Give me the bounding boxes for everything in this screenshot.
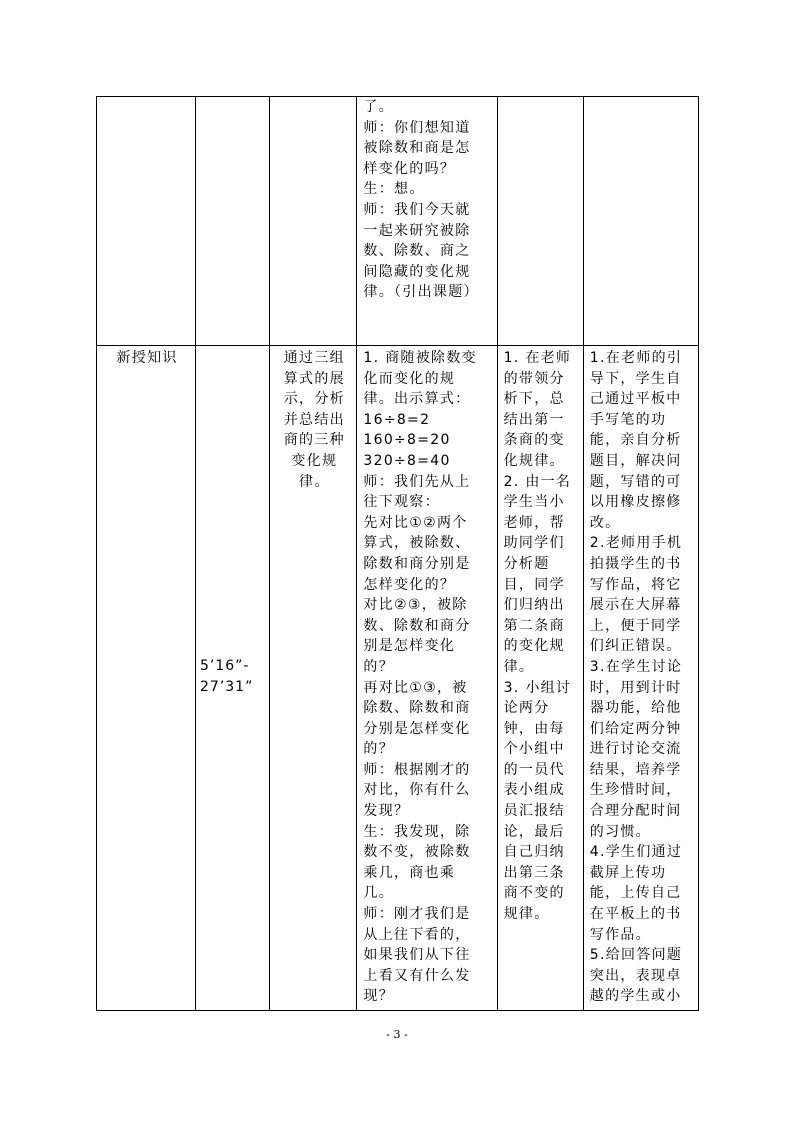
text-line: 3. 小组讨 bbox=[503, 679, 572, 696]
text-line: 数不变，被除数 bbox=[363, 844, 471, 861]
text-line: 分别是怎样变化 bbox=[363, 720, 471, 737]
lesson-plan-table bbox=[96, 96, 699, 1011]
text-line: 对比②③，被除 bbox=[363, 597, 468, 614]
text-line: 律。 bbox=[503, 658, 535, 675]
stage-cell bbox=[97, 346, 196, 1011]
technology-cell bbox=[583, 97, 698, 346]
text-line: 生：想。 bbox=[363, 181, 425, 198]
text-line: 论两分 bbox=[503, 700, 550, 717]
text-line: 能，亲自分析 bbox=[589, 432, 682, 449]
text-line: 条商的变 bbox=[503, 432, 565, 449]
text-line: 2.老师用手机 bbox=[589, 535, 683, 552]
student-activity-text bbox=[498, 346, 583, 925]
text-line: 己通过平板中 bbox=[589, 391, 682, 408]
text-line: 几。 bbox=[363, 885, 395, 902]
text-line: 手写笔的功 bbox=[589, 411, 667, 428]
text-line: 论，最后 bbox=[503, 823, 565, 840]
text-line: 数、除数和商分 bbox=[363, 617, 471, 634]
text-line: 出第三条 bbox=[503, 864, 565, 881]
text-line: 1.在老师的引 bbox=[589, 350, 683, 366]
text-line: 结果，培养学 bbox=[589, 761, 682, 778]
text-line: 并总结出 bbox=[283, 411, 345, 428]
text-line: 化而变化的规 bbox=[363, 370, 456, 387]
text-line: 的？ bbox=[363, 658, 395, 675]
text-line: 导下，学生自 bbox=[589, 370, 682, 387]
teacher-activity-text bbox=[357, 346, 496, 1007]
text-line: 发现？ bbox=[363, 803, 410, 820]
text-line: 器功能，给他 bbox=[589, 700, 682, 717]
text-line: 除数、除数和商 bbox=[363, 700, 471, 717]
text-line: 的带领分 bbox=[503, 370, 565, 387]
text-line: 乘几，商也乘 bbox=[363, 864, 456, 881]
text-line: 如果我们从下往 bbox=[363, 947, 471, 964]
text-line: 被除数和商是怎 bbox=[363, 140, 471, 157]
text-line: 通过三组 bbox=[283, 350, 345, 366]
text-line: 钟，由每 bbox=[503, 720, 565, 737]
text-line: 再对比①③，被 bbox=[363, 679, 468, 696]
text-line: 320÷8=40 bbox=[363, 452, 451, 469]
text-line: 写作品。 bbox=[589, 926, 651, 943]
text-line: 商的三种 bbox=[283, 432, 345, 449]
text-line: 师：根据刚才的 bbox=[363, 761, 471, 778]
text-line: 算式，被除数、 bbox=[363, 535, 471, 552]
teacher-activity-cell bbox=[357, 97, 497, 346]
text-line: 越的学生或小 bbox=[589, 988, 682, 1005]
text-line: 进行讨论交流 bbox=[589, 741, 682, 758]
text-line: 学生当小 bbox=[503, 494, 565, 511]
text-line: 5’16”- bbox=[200, 658, 250, 674]
goal-cell bbox=[270, 346, 357, 1011]
text-line: 题，写错的可 bbox=[589, 473, 682, 490]
text-line: 师：你们想知道 bbox=[363, 119, 471, 136]
student-activity-cell bbox=[497, 346, 583, 1011]
text-line: 变化规 bbox=[291, 452, 338, 469]
text-line: 改。 bbox=[589, 514, 621, 531]
text-line: 算式的展 bbox=[283, 370, 345, 387]
text-line: 间隐藏的变化规 bbox=[363, 263, 471, 280]
text-line: 27’31” bbox=[200, 678, 254, 695]
text-line: 自己归纳 bbox=[503, 844, 565, 861]
text-line: 别是怎样变化 bbox=[363, 638, 456, 655]
text-line: 3.在学生讨论 bbox=[589, 658, 683, 675]
text-line: 题目，解决问 bbox=[589, 452, 682, 469]
text-line: 先对比①②两个 bbox=[363, 514, 468, 531]
teacher-activity-cell bbox=[357, 346, 497, 1011]
text-line: 怎样变化的？ bbox=[363, 576, 456, 593]
table-row bbox=[97, 97, 699, 346]
text-line: 一起来研究被除 bbox=[363, 222, 471, 239]
text-line: 师：刚才我们是 bbox=[363, 906, 471, 923]
text-line: 展示在大屏幕 bbox=[589, 597, 682, 614]
text-line: 员汇报结 bbox=[503, 803, 565, 820]
text-line: 们纠正错误。 bbox=[589, 638, 682, 655]
text-line: 的？ bbox=[363, 741, 395, 758]
time-range bbox=[200, 656, 253, 697]
technology-use-text bbox=[584, 346, 698, 1007]
text-line: 规律。 bbox=[503, 906, 550, 923]
text-line: 的变化规 bbox=[503, 638, 565, 655]
table-row bbox=[97, 346, 699, 1011]
text-line: 师：我们今天就 bbox=[363, 201, 471, 218]
text-line: 拍摄学生的书 bbox=[589, 555, 682, 572]
stage-label: 新授知识 bbox=[116, 350, 178, 366]
text-line: 16÷8=2 bbox=[363, 411, 431, 428]
text-line: 的一员代 bbox=[503, 761, 565, 778]
text-line: 写作品，将它 bbox=[589, 576, 682, 593]
text-line: 分析题 bbox=[503, 555, 550, 572]
text-line: 老师，帮 bbox=[503, 514, 565, 531]
text-line: 了。 bbox=[363, 99, 395, 115]
text-line: 生珍惜时间， bbox=[589, 782, 682, 799]
text-line: 律。 bbox=[299, 473, 330, 490]
student-activity-cell bbox=[497, 97, 583, 346]
page-number: - 3 - bbox=[386, 1028, 408, 1041]
text-line: 突出，表现卓 bbox=[589, 967, 682, 984]
text-line: 1. 商随被除数变 bbox=[363, 350, 477, 366]
text-line: 生：我发现，除 bbox=[363, 823, 471, 840]
text-line: 商不变的 bbox=[503, 885, 565, 902]
text-line: 上看又有什么发 bbox=[363, 967, 471, 984]
text-line: 的习惯。 bbox=[589, 823, 651, 840]
text-line: 样变化的吗？ bbox=[363, 160, 456, 177]
text-line: 4.学生们通过 bbox=[589, 844, 683, 861]
teaching-goal-text bbox=[270, 346, 356, 492]
teacher-activity-text bbox=[357, 97, 496, 303]
text-line: 能，上传自己 bbox=[589, 885, 682, 902]
text-line: 表小组成 bbox=[503, 782, 565, 799]
time-cell bbox=[196, 97, 270, 346]
text-line: 化规律。 bbox=[503, 452, 565, 469]
text-line: 截屏上传功 bbox=[589, 864, 667, 881]
text-line: 往下观察： bbox=[363, 494, 440, 511]
text-line: 目，同学 bbox=[503, 576, 565, 593]
text-line: 对比，你有什么 bbox=[363, 782, 471, 799]
goal-cell bbox=[270, 97, 357, 346]
text-line: 上，便于同学 bbox=[589, 617, 682, 634]
text-line: 个小组中 bbox=[503, 741, 565, 758]
text-line: 5.给回答问题 bbox=[589, 947, 683, 964]
text-line: 时，用到计时 bbox=[589, 679, 682, 696]
text-line: 析下，总 bbox=[503, 391, 565, 408]
text-line: 在平板上的书 bbox=[589, 906, 682, 923]
text-line: 结出第一 bbox=[503, 411, 565, 428]
text-line: 数、除数、商之 bbox=[363, 243, 471, 260]
text-line: 律。出示算式： bbox=[363, 391, 471, 408]
text-line: 律。（引出课题） bbox=[363, 284, 479, 301]
text-line: 们归纳出 bbox=[503, 597, 565, 614]
text-line: 示，分析 bbox=[283, 391, 345, 408]
text-line: 从上往下看的， bbox=[363, 926, 471, 943]
text-line: 以用橡皮擦修 bbox=[589, 494, 682, 511]
text-line: 第二条商 bbox=[503, 617, 565, 634]
text-line: 师：我们先从上 bbox=[363, 473, 471, 490]
technology-cell bbox=[583, 346, 698, 1011]
text-line: 们给定两分钟 bbox=[589, 720, 682, 737]
text-line: 助同学们 bbox=[503, 535, 565, 552]
text-line: 除数和商分别是 bbox=[363, 555, 471, 572]
text-line: 2. 由一名 bbox=[503, 473, 572, 490]
stage-cell bbox=[97, 97, 196, 346]
text-line: 160÷8=20 bbox=[363, 432, 451, 449]
text-line: 现？ bbox=[363, 988, 395, 1005]
text-line: 1. 在老师 bbox=[503, 350, 572, 366]
text-line: 合理分配时间 bbox=[589, 803, 682, 820]
